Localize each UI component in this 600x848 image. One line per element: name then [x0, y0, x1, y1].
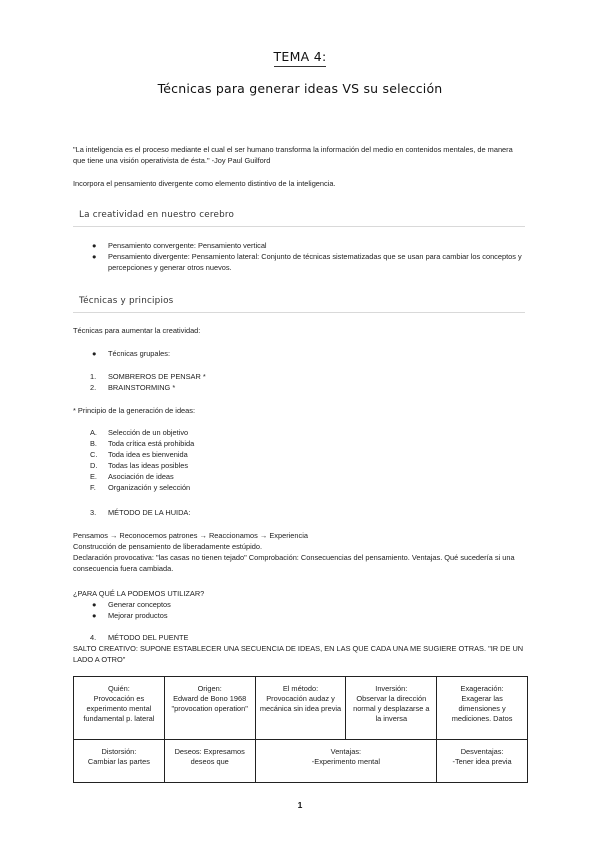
- list-item: ● Generar conceptos: [92, 600, 171, 609]
- creatividad-list: [92, 240, 524, 273]
- page-title: TEMA 4:: [273, 49, 327, 64]
- list-item: 2. BRAINSTORMING *: [90, 383, 176, 392]
- list-item: ● Mejorar productos: [92, 611, 168, 620]
- table-cell: Deseos: Expresamos deseos que: [164, 740, 255, 783]
- bullet-icon: ●: [92, 349, 97, 358]
- tecnicas-grupales: ● Técnicas grupales:: [92, 349, 171, 358]
- metodo-huida: 3. MÉTODO DE LA HUIDA:: [90, 508, 191, 517]
- table-row: [74, 677, 528, 740]
- list-item: F. Organización y selección: [90, 483, 191, 492]
- list-item: C. Toda idea es bienvenida: [90, 450, 188, 459]
- huida-description: [73, 530, 525, 574]
- section-divider: [73, 312, 525, 313]
- list-item: B. Toda crítica está prohibida: [90, 439, 195, 448]
- table-cell: Distorsión: Cambiar las partes: [74, 740, 165, 783]
- salto-creativo: SALTO CREATIVO: SUPONE ESTABLECER UNA SECUENCIA DE IDEAS, EN LAS QUE CADA UNA ME SUGIERE OTRAS. "IR DE UN LADO A OTRO": [73, 644, 524, 664]
- section-divider: [73, 226, 525, 227]
- list-item: A. Selección de un objetivo: [90, 428, 189, 437]
- metodo-puente: 4. MÉTODO DEL PUENTE: [90, 633, 189, 642]
- table-cell: Desventajas: -Tener idea previa: [437, 740, 528, 783]
- para-que-heading: ¿PARA QUÉ LA PODEMOS UTILIZAR?: [73, 589, 205, 598]
- table-cell: Inversión: Observar la dirección normal y desplazarse a la inversa: [346, 677, 437, 740]
- table-cell: Origen: Edward de Bono 1968 "provocation operation": [164, 677, 255, 740]
- list-item: ● Pensamiento divergente: Pensamiento lateral: Conjunto de técnicas sistematizadas que se usan para cambiar los conceptos y percepciones y generar otros nuevos.: [92, 252, 522, 272]
- huida-line: Declaración provocativa: "las casas no tienen tejado" Comprobación: Consecuencias del pensamiento. Ventajas. Qué sucedería si una consecuencia fuera cambiada.: [73, 553, 515, 573]
- table-cell: Ventajas: -Experimento mental: [255, 740, 437, 783]
- principle-title: * Principio de la generación de ideas:: [73, 406, 196, 415]
- table-cell: El método: Provocación audaz y mecánica sin idea previa: [255, 677, 346, 740]
- page-number: 1: [297, 800, 303, 810]
- bullet-icon: ●: [92, 600, 97, 609]
- huida-line: Construcción de pensamiento de liberadamente estúpido.: [73, 542, 262, 551]
- intro-quote: "La inteligencia es el proceso mediante el cual el ser humano transforma la información del medio en contenidos mentales, de manera que tiene una visión operativista de ésta." -Joy Paul Guilford: [73, 145, 513, 165]
- metodo-puente-table: [73, 676, 528, 783]
- lettered-list: [90, 427, 195, 493]
- section-heading-tecnicas: Técnicas y principios: [79, 296, 174, 306]
- title-underline: [274, 66, 326, 67]
- bullet-icon: ●: [92, 252, 97, 261]
- huida-line: Pensamos → Reconocemos patrones → Reaccionamos → Experiencia: [73, 531, 308, 540]
- tecnicas-lead: Técnicas para aumentar la creatividad:: [73, 326, 201, 335]
- list-item: 1. SOMBREROS DE PENSAR *: [90, 372, 206, 381]
- bullet-icon: ●: [92, 611, 97, 620]
- page-subtitle: Técnicas para generar ideas VS su selección: [157, 81, 443, 96]
- table-cell: Quién: Provocación es experimento mental fundamental p. lateral: [74, 677, 165, 740]
- bullet-icon: ●: [92, 241, 97, 250]
- para-que-list: [92, 599, 171, 621]
- list-item: D. Todas las ideas posibles: [90, 461, 189, 470]
- numbered-list: [90, 371, 206, 393]
- table-cell: Exageración: Exagerar las dimensiones y mediciones. Datos: [437, 677, 528, 740]
- table-row: [74, 740, 528, 783]
- list-item: ● Pensamiento convergente: Pensamiento vertical: [92, 241, 267, 250]
- list-item: E. Asociación de ideas: [90, 472, 174, 481]
- section-heading-creatividad: La creatividad en nuestro cerebro: [79, 210, 235, 220]
- intro-divergent: Incorpora el pensamiento divergente como elemento distintivo de la inteligencia.: [73, 179, 336, 188]
